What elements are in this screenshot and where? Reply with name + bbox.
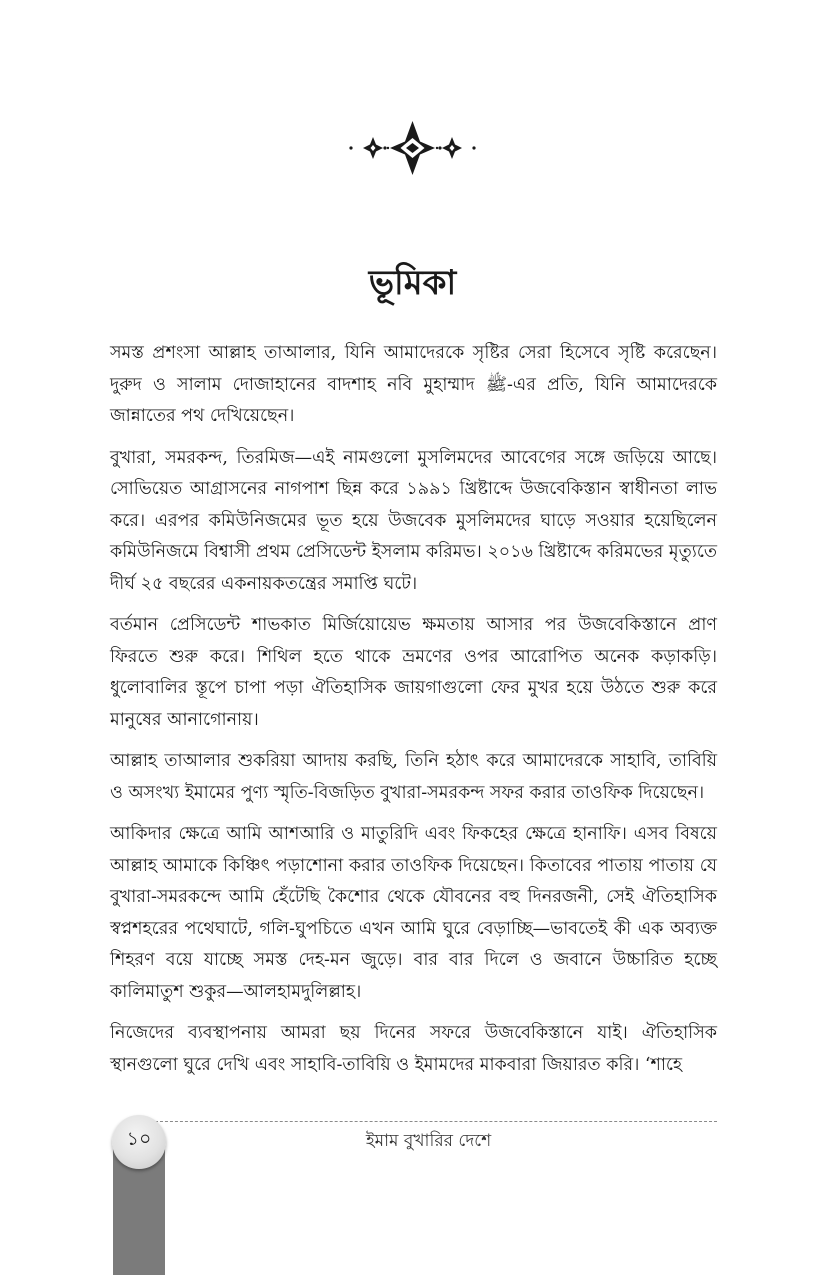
paragraph-1: সমস্ত প্রশংসা আল্লাহ তাআলার, যিনি আমাদেরকে সৃষ্টির সেরা হিসেবে সৃষ্টি করেছেন। দুরুদ ও সালাম দোজাহানের বাদশাহ নবি মুহাম্মাদ ﷺ-এর প্রতি, যিনি আমাদেরকে জান্নাতের পথ দেখিয়েছেন। — [110, 343, 717, 426]
paragraph-4: আল্লাহ তাআলার শুকরিয়া আদায় করছি, তিনি হঠাৎ করে আমাদেরকে সাহাবি, তাবিয়ি ও অসংখ্য ইমামের পুণ্য স্মৃতি-বিজড়িত বুখারা-সমরকন্দ সফর করার তাওফিক দিয়েছেন। — [110, 751, 717, 803]
paragraph-5: আকিদার ক্ষেত্রে আমি আশআরি ও মাতুরিদি এবং ফিকহের ক্ষেত্রে হানাফি। এসব বিষয়ে আল্লাহ আমাকে কিঞ্চিৎ পড়াশোনা করার তাওফিক দিয়েছেন। কিতাবের পাতায় পাতায় যে বুখারা-সমরকন্দে আমি হেঁটেছি কৈশোর থেকে যৌবনের বহু দিনরজনী, সেই ঐতিহাসিক স্বপ্নশহরের পথেঘাটে, গলি-ঘুপচিতে এখন আমি ঘুরে বেড়াচ্ছি—ভাবতেই কী এক অব্যক্ত শিহরণ বয়ে যাচ্ছে সমস্ত দেহ-মন জুড়ে। বার বার দিলে ও জবানে উচ্চারিত হচ্ছে কালিমাতুশ শুকুর—আলহামদুলিল্লাহ। — [110, 824, 717, 1002]
paragraph-3: বর্তমান প্রেসিডেন্ট শাভকাত মির্জিয়োয়েভ ক্ষমতায় আসার পর উজবেকিস্তানে প্রাণ ফিরতে শুরু করে। শিথিল হতে থাকে ভ্রমণের ওপর আরোপিত অনেক কড়াকড়ি। ধুলোবালির স্তূপে চাপা পড়া ঐতিহাসিক জায়গাগুলো ফের মুখর হয়ে উঠতে শুরু করে মানুষের আনাগোনায়। — [110, 615, 717, 730]
running-head: ইমাম বুখারির দেশে — [365, 1131, 492, 1151]
star-ornament-icon — [345, 118, 480, 178]
footer-divider — [140, 1121, 717, 1122]
page-title: ভূমিকা — [368, 263, 457, 303]
page-number: ১০ — [112, 1115, 166, 1169]
paragraph-2: বুখারা, সমরকন্দ, তিরমিজ—এই নামগুলো মুসলিমদের আবেগের সঙ্গে জড়িয়ে আছে। সোভিয়েত আগ্রাসনের নাগপাশ ছিন্ন করে ১৯৯১ খ্রিষ্টাব্দে উজবেকিস্তান স্বাধীনতা লাভ করে। এরপর কমিউনিজমের ভূত হয়ে উজবেক মুসলিমদের ঘাড়ে সওয়ার হয়েছিলেন কমিউনিজমে বিশ্বাসী প্রথম প্রেসিডেন্ট ইসলাম করিমভ। ২০১৬ খ্রিষ্টাব্দে করিমভের মৃত্যুতে দীর্ঘ ২৫ বছরের একনায়কতন্ত্রের সমাপ্তি ঘটে। — [110, 447, 717, 594]
body-text — [110, 338, 717, 1091]
paragraph-6: নিজেদের ব্যবস্থাপনায় আমরা ছয় দিনের সফরে উজবেকিস্তানে যাই। ঐতিহাসিক স্থানগুলো ঘুরে দেখি এবং সাহাবি-তাবিয়ি ও ইমামদের মাকবারা জিয়ারত করি। ‘শাহে — [110, 1023, 717, 1075]
